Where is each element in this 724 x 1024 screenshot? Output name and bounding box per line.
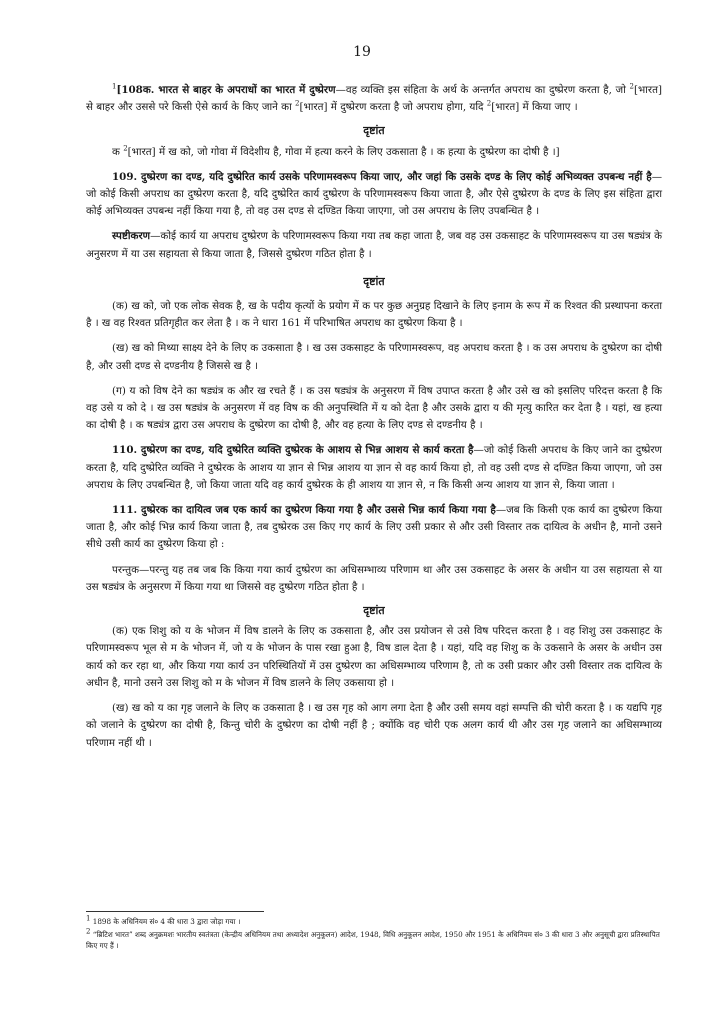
- footnote-ref: 2: [629, 82, 634, 91]
- section-111: 111. दुष्प्रेरक का दायित्व जब एक कार्य का दुष्प्रेरण किया गया है और उससे भिन्न कार्य किया गया है—जब कि किसी एक कार्य का दुष्प्रेरण किया जाता है, और कोई भिन्न कार्य किया जाता है, तब दुष्प्रेरक उस किए गए कार्य के लिए उसी प्रकार से और उसी विस्तार तक दायित्व के अधीन है, मानो उसने सीधे उसी कार्य का दुष्प्रेरण किया हो :: [86, 504, 662, 551]
- explanation-title: स्पष्टीकरण: [112, 230, 151, 243]
- section-title: 109. दुष्प्रेरण का दण्ड, यदि दुष्प्रेरित कार्य उसके परिणामस्वरूप किया जाए, और जहां कि उसके दण्ड के लिए कोई अभिव्यक्त उपबन्ध नहीं है: [112, 170, 652, 183]
- illustration-paragraph: (क) एक शिशु को य के भोजन में विष डालने के लिए क उकसाता है, और उस प्रयोजन से उसे विष परिदत्त करता है । वह शिशु उस उकसाहट के परिणामस्वरूप भूल से म के भोजन में, जो य के भोजन के पास रखा हुआ है, विष डाल देता है । यहां, यदि वह शिशु क के उकसाने के असर के अधीन उस कार्य को कर रहा था, और किया गया कार्य उन परिस्थितियों में उस दुष्प्रेरण का अधिसम्भाव्य परिणाम है, तो क उसी प्रकार और उसी विस्तार तक दायित्व के अधीन है, मानो उसने उस शिशु को म के भोजन में विष डालने के लिए उकसाया हो ।: [86, 625, 662, 689]
- section-title: 111. दुष्प्रेरक का दायित्व जब एक कार्य का दुष्प्रेरण किया गया है और उससे भिन्न कार्य किया गया है: [112, 504, 496, 517]
- footnote-ref: 2: [486, 99, 492, 108]
- section-109: 109. दुष्प्रेरण का दण्ड, यदि दुष्प्रेरित कार्य उसके परिणामस्वरूप किया जाए, और जहां कि उसके दण्ड के लिए कोई अभिव्यक्त उपबन्ध नहीं है—जो कोई किसी अपराध का दुष्प्रेरण करता है, यदि दुष्प्रेरित कार्य दुष्प्रेरण के परिणामस्वरूप किया जाता है, और ऐसे दुष्प्रेरण के दण्ड के लिए इस संहिता द्वारा कोई अभिव्यक्त उपबन्ध नहीं किया गया है, तो वह उस दण्ड से दण्डित किया जाएगा, जो उस अपराध के लिए उपबन्धित है ।: [86, 170, 662, 218]
- footnote-mark: 1: [86, 914, 91, 923]
- illustration-heading: दृष्टांत: [363, 274, 385, 288]
- proviso-paragraph: परन्तुक—परन्तु यह तब जब कि किया गया कार्य दुष्प्रेरण का अधिसम्भाव्य परिणाम था और उस उकसाहट के असर के अधीन या उस सहायता से या उस षड्यंत्र के अनुसरण में किया गया था जिससे वह दुष्प्रेरण गठित होता है ।: [86, 563, 662, 593]
- footnote-1: $^1$ 1898 के अधिनियम सं० 4 की धारा 3 द्वारा जोड़ा गया ।: [86, 914, 241, 926]
- section-title: 110. दुष्प्रेरण का दण्ड, यदि दुष्प्रेरित व्यक्ति दुष्प्रेरक के आशय से भिन्न आशय से कार्य करता है: [112, 444, 474, 457]
- illustration-paragraph: क $^2$[भारत] में ख को, जो गोवा में विदेशीय है, गोवा में हत्या करने के लिए उकसाता है । क हत्या के दुष्प्रेरण का दोषी है ।]: [112, 144, 560, 158]
- section-title: [108क. भारत से बाहर के अपराधों का भारत में दुष्प्रेरण: [116, 84, 336, 96]
- illustration-paragraph: (ख) ख को मिथ्या साक्ष्य देने के लिए क उकसाता है । ख उस उकसाहट के परिणामस्वरूप, वह अपराध करता है । क उस अपराध के दुष्प्रेरण का दोषी है, और उसी दण्ड से दण्डनीय है जिससे ख है ।: [86, 342, 662, 372]
- page-number: 19: [353, 44, 371, 60]
- proviso-title: परन्तुक: [112, 563, 140, 576]
- footnote-ref: 2: [295, 99, 300, 108]
- footnote-mark: 2: [86, 927, 91, 936]
- illustration-heading: दृष्टांत: [363, 604, 385, 618]
- illustration-paragraph: (ख) ख को य का गृह जलाने के लिए क उकसाता है । ख उस गृह को आग लगा देता है और उसी समय वहां सम्पत्ति की चोरी करता है । क यद्यपि गृह को जलाने के दुष्प्रेरण का दोषी है, किन्तु चोरी के दुष्प्रेरण का दोषी नहीं है ; क्योंकि वह चोरी एक अलग कार्य थी और उस गृह जलाने का अधिसम्भाव्य परिणाम नहीं थी ।: [86, 702, 663, 749]
- illustration-paragraph: (ग) य को विष देने का षड्यंत्र क और ख रचते हैं । क उस षड्यंत्र के अनुसरण में विष उपाप्त करता है और उसे ख को इसलिए परिदत्त करता है कि वह उसे य को दे । ख उस षड्यंत्र के अनुसरण में वह विष क की अनुपस्थिति में य को देता है और उसके द्वारा य की मृत्यु कारित कर देता है । यहां, ख हत्या का दोषी है । क षड्यंत्र द्वारा उस अपराध के दुष्प्रेरण का दोषी है, और वह हत्या के लिए दण्ड से दण्डनीय है ।: [86, 384, 662, 432]
- footnote-ref: 2: [123, 144, 128, 153]
- illustration-paragraph: (क) ख को, जो एक लोक सेवक है, ख के पदीय कृत्यों के प्रयोग में क पर कुछ अनुग्रह दिखाने के लिए इनाम के रूप में क रिश्वत की प्रस्थापना करता है । ख वह रिश्वत प्रतिगृहीत कर लेता है । क ने धारा 161 में परिभाषित अपराध का दुष्प्रेरण किया है ।: [86, 300, 662, 330]
- section-110: 110. दुष्प्रेरण का दण्ड, यदि दुष्प्रेरित व्यक्ति दुष्प्रेरक के आशय से भिन्न आशय से कार्य करता है—जो कोई किसी अपराध के किए जाने का दुष्प्रेरण करता है, यदि दुष्प्रेरित व्यक्ति ने दुष्प्रेरक के आशय या ज्ञान से भिन्न आशय या ज्ञान से वह कार्य किया हो, तो वह उसी दण्ड से दण्डित किया जाएगा, जो उस अपराध के लिए उपबन्धित है, जो किया जाता यदि वह कार्य दुष्प्रेरक के ही आशय या ज्ञान से, न कि किसी अन्य आशय या ज्ञान से, किया जाता ।: [86, 444, 662, 491]
- section-108a: $^1$[108क. भारत से बाहर के अपराधों का भारत में दुष्प्रेरण—वह व्यक्ति इस संहिता के अर्थ के अन्तर्गत अपराध का दुष्प्रेरण करता है, जो $^2$[भारत] से बाहर और उससे परे किसी ऐसे कार्य के किए जाने का $^2$[भारत] में दुष्प्रेरण करता है जो अपराध होगा, यदि $^2$[भारत] में किया जाए ।: [86, 82, 662, 114]
- footnote-2: $^2$ “ब्रिटिश भारत” शब्द अनुक्रमशः भारतीय स्वतंत्रता (केन्द्रीय अधिनियम तथा अध्यादेश अनुकूलन) आदेश, 1948, विधि अनुकूलन आदेश, 1950 और 1951 के अधिनियम सं० 3 की धारा 3 और अनुसूची द्वारा प्रतिस्थापित किए गए हैं ।: [86, 927, 660, 950]
- main-text: [86, 82, 662, 752]
- footnote-divider: [86, 911, 264, 912]
- footnote-ref: 1: [112, 82, 117, 91]
- explanation-paragraph: स्पष्टीकरण—कोई कार्य या अपराध दुष्प्रेरण के परिणामस्वरूप किया गया तब कहा जाता है, जब वह उस उकसाहट के परिणामस्वरूप या उस षड्यंत्र के अनुसरण में या उस सहायता से किया जाता है, जिससे दुष्प्रेरण गठित होता है ।: [86, 230, 662, 260]
- illustration-heading: दृष्टांत: [363, 124, 385, 138]
